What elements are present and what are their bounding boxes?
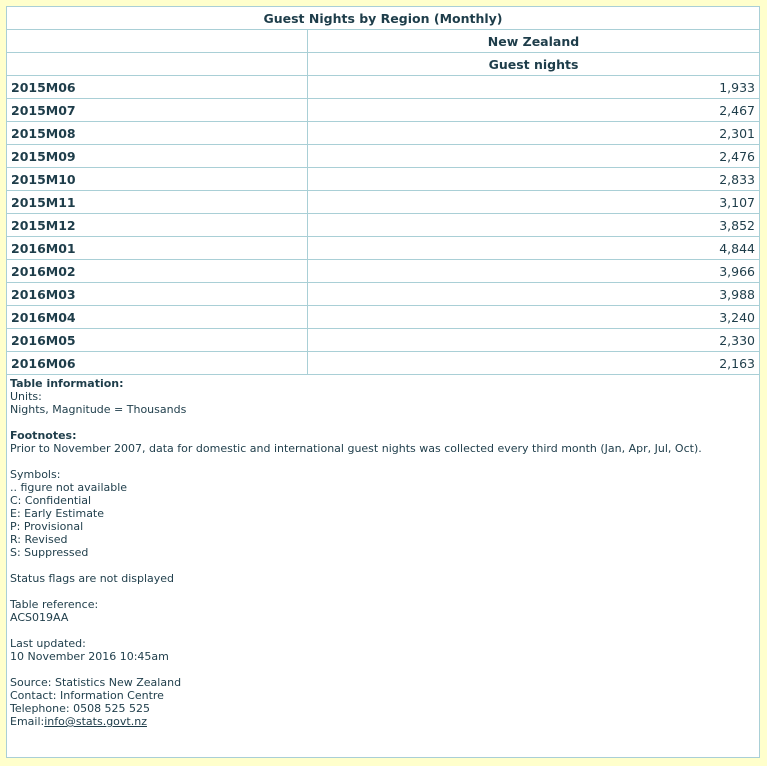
- header-row: [7, 30, 760, 53]
- row-value: 2,163: [308, 352, 760, 375]
- table-ref-value: ACS019AA: [10, 611, 69, 624]
- symbol-item: P: Provisional: [10, 520, 84, 533]
- email-line: [10, 715, 750, 728]
- report-frame: [6, 6, 760, 758]
- email-label: Email:: [10, 715, 45, 728]
- symbol-item: .. figure not available: [10, 481, 128, 494]
- table-title: Guest Nights by Region (Monthly): [7, 7, 760, 30]
- contact-block: [10, 676, 750, 728]
- symbol-item: S: Suppressed: [10, 546, 89, 559]
- row-value: 1,933: [308, 76, 760, 99]
- subheader-row: [7, 53, 760, 76]
- row-label: 2016M02: [7, 260, 308, 283]
- table-row: [7, 214, 760, 237]
- row-label: 2016M05: [7, 329, 308, 352]
- table-reference-block: [10, 598, 750, 624]
- symbol-item: C: Confidential: [10, 494, 92, 507]
- symbol-item: E: Early Estimate: [10, 507, 105, 520]
- row-value: 2,467: [308, 99, 760, 122]
- table-row: [7, 329, 760, 352]
- row-label: 2015M11: [7, 191, 308, 214]
- subheader-blank-cell: [7, 53, 308, 76]
- symbol-item: R: Revised: [10, 533, 68, 546]
- table-row: [7, 283, 760, 306]
- last-updated-label: Last updated:: [10, 637, 86, 650]
- units-label: Units:: [10, 390, 42, 403]
- table-notes: [10, 377, 750, 741]
- last-updated-block: [10, 637, 750, 663]
- row-value: 2,833: [308, 168, 760, 191]
- row-label: 2015M08: [7, 122, 308, 145]
- table-row: [7, 76, 760, 99]
- row-label: 2016M03: [7, 283, 308, 306]
- table-row: [7, 122, 760, 145]
- telephone-text: Telephone: 0508 525 525: [10, 702, 151, 715]
- table-information-block: [10, 377, 750, 416]
- table-ref-label: Table reference:: [10, 598, 99, 611]
- table-row: [7, 306, 760, 329]
- row-value: 3,852: [308, 214, 760, 237]
- contact-text: Contact: Information Centre: [10, 689, 164, 702]
- column-subheader: Guest nights: [308, 53, 760, 76]
- row-value: 2,476: [308, 145, 760, 168]
- last-updated-value: 10 November 2016 10:45am: [10, 650, 169, 663]
- header-blank-cell: [7, 30, 308, 53]
- row-value: 3,107: [308, 191, 760, 214]
- status-flags-text: Status flags are not displayed: [10, 572, 175, 585]
- symbols-label: Symbols:: [10, 468, 61, 481]
- row-value: 3,966: [308, 260, 760, 283]
- row-value: 2,301: [308, 122, 760, 145]
- symbols-block: [10, 468, 750, 559]
- table-row: [7, 352, 760, 375]
- footnote-text: Prior to November 2007, data for domestic and international guest nights was collected every third month (Jan, Apr, Jul, Oct).: [10, 442, 702, 455]
- units-value: Nights, Magnitude = Thousands: [10, 403, 187, 416]
- table-row: [7, 260, 760, 283]
- email-link[interactable]: info@stats.govt.nz: [44, 715, 147, 728]
- row-value: 3,988: [308, 283, 760, 306]
- source-text: Source: Statistics New Zealand: [10, 676, 182, 689]
- row-label: 2015M09: [7, 145, 308, 168]
- row-label: 2015M10: [7, 168, 308, 191]
- row-label: 2015M06: [7, 76, 308, 99]
- footnotes-block: [10, 429, 750, 455]
- row-value: 3,240: [308, 306, 760, 329]
- title-row: [7, 7, 760, 30]
- status-flags-block: [10, 572, 750, 585]
- row-label: 2015M07: [7, 99, 308, 122]
- footnotes-heading: Footnotes:: [10, 429, 77, 442]
- row-label: 2016M06: [7, 352, 308, 375]
- table-row: [7, 191, 760, 214]
- guest-nights-table: [6, 6, 760, 375]
- table-row: [7, 99, 760, 122]
- table-row: [7, 237, 760, 260]
- table-row: [7, 145, 760, 168]
- row-label: 2016M01: [7, 237, 308, 260]
- table-row: [7, 168, 760, 191]
- row-label: 2016M04: [7, 306, 308, 329]
- row-value: 2,330: [308, 329, 760, 352]
- row-value: 4,844: [308, 237, 760, 260]
- column-header: New Zealand: [308, 30, 760, 53]
- row-label: 2015M12: [7, 214, 308, 237]
- table-info-heading: Table information:: [10, 377, 124, 390]
